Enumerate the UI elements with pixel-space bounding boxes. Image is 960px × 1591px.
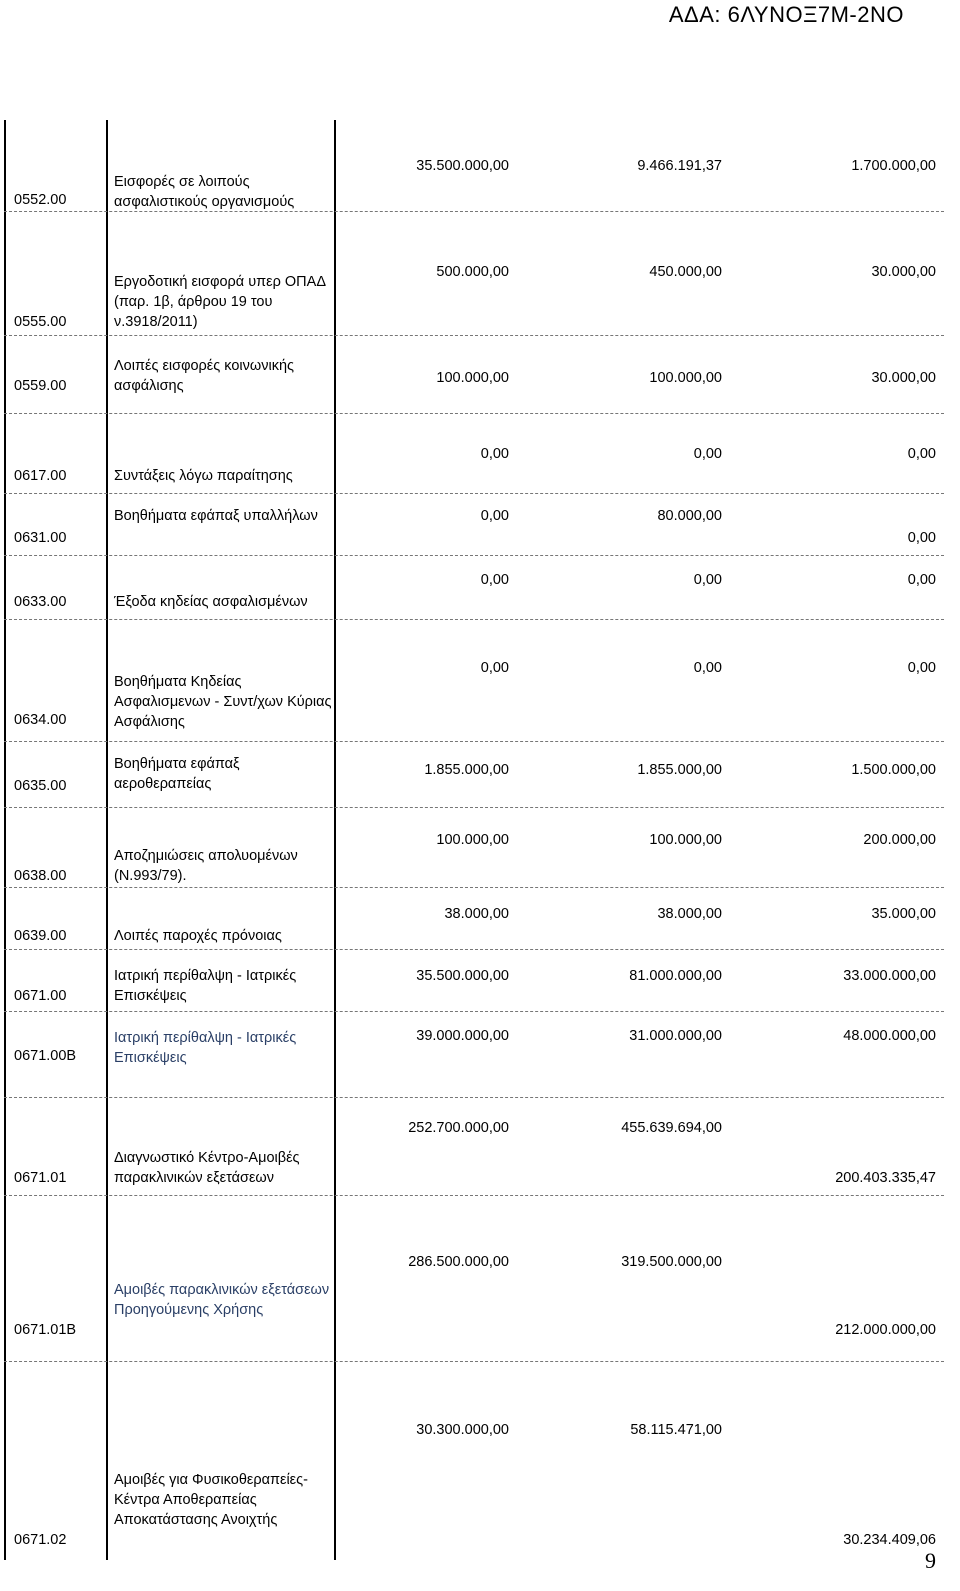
table-row <box>4 1098 944 1196</box>
row-description: Αμοιβές παρακλινικών εξετάσεων Προηγούμενης Χρήσης <box>114 1282 330 1318</box>
amount-col-1: 1.855.000,00 <box>424 762 509 778</box>
amount-col-2: 31.000.000,00 <box>629 1028 722 1044</box>
amount-col-1: 39.000.000,00 <box>416 1028 509 1044</box>
amount-col-1: 500.000,00 <box>436 264 509 280</box>
amount-col-3: 0,00 <box>907 530 936 546</box>
row-code: 0638.00 <box>14 868 67 884</box>
amount-col-3: 200.403.335,47 <box>835 1170 936 1186</box>
amount-col-3: 48.000.000,00 <box>843 1028 936 1044</box>
row-code: 0617.00 <box>14 468 67 484</box>
table-row <box>4 888 944 950</box>
amount-col-3: 0,00 <box>907 572 936 588</box>
row-code: 0555.00 <box>14 314 67 330</box>
amount-col-3: 200.000,00 <box>863 832 936 848</box>
row-description: Ιατρική περίθαλψη - Ιατρικές Επισκέψεις <box>114 1030 297 1066</box>
row-code: 0671.00 <box>14 988 67 1004</box>
amount-col-1: 35.500.000,00 <box>416 158 509 174</box>
amount-col-3: 1.700.000,00 <box>851 158 936 174</box>
amount-col-2: 100.000,00 <box>649 370 722 386</box>
row-description: Έξοδα κηδείας ασφαλισμένων <box>114 594 308 610</box>
row-code: 0671.02 <box>14 1532 67 1548</box>
amount-col-1: 252.700.000,00 <box>408 1120 509 1136</box>
row-description: Εργοδοτική εισφορά υπερ ΟΠΑΔ (παρ. 1β, άρθρου 19 του ν.3918/2011) <box>114 274 326 330</box>
amount-col-2: 81.000.000,00 <box>629 968 722 984</box>
document-id-header: ΑΔΑ: 6ΛΥΝΟΞ7Μ-2ΝΟ <box>668 2 904 27</box>
table-row <box>4 212 944 336</box>
row-description: Εισφορές σε λοιπούς ασφαλιστικούς οργανισμούς <box>114 174 295 210</box>
table-row <box>4 120 944 212</box>
amount-col-2: 1.855.000,00 <box>637 762 722 778</box>
amount-col-1: 100.000,00 <box>436 832 509 848</box>
row-description: Βοηθήματα εφάπαξ αεροθεραπείας <box>114 756 240 792</box>
row-code: 0639.00 <box>14 928 67 944</box>
amount-col-1: 30.300.000,00 <box>416 1422 509 1438</box>
amount-col-1: 286.500.000,00 <box>408 1254 509 1270</box>
row-description: Ιατρική περίθαλψη - Ιατρικές Επισκέψεις <box>114 968 297 1004</box>
amount-col-3: 212.000.000,00 <box>835 1322 936 1338</box>
amount-col-1: 35.500.000,00 <box>416 968 509 984</box>
amount-col-1: 100.000,00 <box>436 370 509 386</box>
table-row <box>4 620 944 742</box>
table-row <box>4 1012 944 1098</box>
table-row <box>4 336 944 414</box>
amount-col-3: 30.000,00 <box>871 264 936 280</box>
amount-col-2: 0,00 <box>693 660 722 676</box>
table-row <box>4 1362 944 1560</box>
row-code: 0671.01Β <box>14 1322 77 1338</box>
table-row <box>4 950 944 1012</box>
amount-col-2: 38.000,00 <box>657 906 722 922</box>
row-description: Αποζημιώσεις απολυομένων (Ν.993/79). <box>114 848 298 884</box>
row-code: 0631.00 <box>14 530 67 546</box>
table-row <box>4 494 944 556</box>
row-description: Λοιπές παροχές πρόνοιας <box>114 928 282 944</box>
amount-col-1: 0,00 <box>480 508 509 524</box>
amount-col-3: 35.000,00 <box>871 906 936 922</box>
amount-col-1: 0,00 <box>480 446 509 462</box>
amount-col-2: 0,00 <box>693 572 722 588</box>
row-code: 0671.01 <box>14 1170 67 1186</box>
row-description: Λοιπές εισφορές κοινωνικής ασφάλισης <box>114 358 294 394</box>
amount-col-3: 0,00 <box>907 660 936 676</box>
row-code: 0634.00 <box>14 712 67 728</box>
amount-col-2: 450.000,00 <box>649 264 722 280</box>
amount-col-2: 0,00 <box>693 446 722 462</box>
amount-col-2: 100.000,00 <box>649 832 722 848</box>
amount-col-1: 0,00 <box>480 660 509 676</box>
amount-col-1: 0,00 <box>480 572 509 588</box>
amount-col-2: 9.466.191,37 <box>637 158 722 174</box>
row-description: Βοηθήματα εφάπαξ υπαλλήλων <box>114 508 318 524</box>
amount-col-3: 0,00 <box>907 446 936 462</box>
amount-col-3: 30.000,00 <box>871 370 936 386</box>
table-row <box>4 556 944 620</box>
amount-col-3: 1.500.000,00 <box>851 762 936 778</box>
row-description: Συντάξεις λόγω παραίτησης <box>114 468 293 484</box>
row-description: Διαγνωστικό Κέντρο-Αμοιβές παρακλινικών εξετάσεων <box>114 1150 300 1186</box>
table-row <box>4 1196 944 1362</box>
row-description: Αμοιβές για Φυσικοθεραπείες-Κέντρα Αποθεραπείας Αποκατάστασης Ανοιχτής <box>114 1472 308 1528</box>
amount-col-3: 33.000.000,00 <box>843 968 936 984</box>
table-row <box>4 808 944 888</box>
row-code: 0635.00 <box>14 778 67 794</box>
row-code: 0633.00 <box>14 594 67 610</box>
row-code: 0552.00 <box>14 192 67 208</box>
amount-col-2: 455.639.694,00 <box>621 1120 722 1136</box>
amount-col-3: 30.234.409,06 <box>843 1532 936 1548</box>
row-description: Βοηθήματα Κηδείας Ασφαλισμενων - Συντ/χων Κύριας Ασφάλισης <box>114 674 332 730</box>
amount-col-2: 58.115.471,00 <box>630 1422 722 1438</box>
amount-col-1: 38.000,00 <box>444 906 509 922</box>
amount-col-2: 80.000,00 <box>657 508 722 524</box>
amount-col-2: 319.500.000,00 <box>621 1254 722 1270</box>
table-row <box>4 414 944 494</box>
table-row <box>4 742 944 808</box>
row-code: 0559.00 <box>14 378 67 394</box>
page-number: 9 <box>925 1548 936 1573</box>
row-code: 0671.00Β <box>14 1048 77 1064</box>
